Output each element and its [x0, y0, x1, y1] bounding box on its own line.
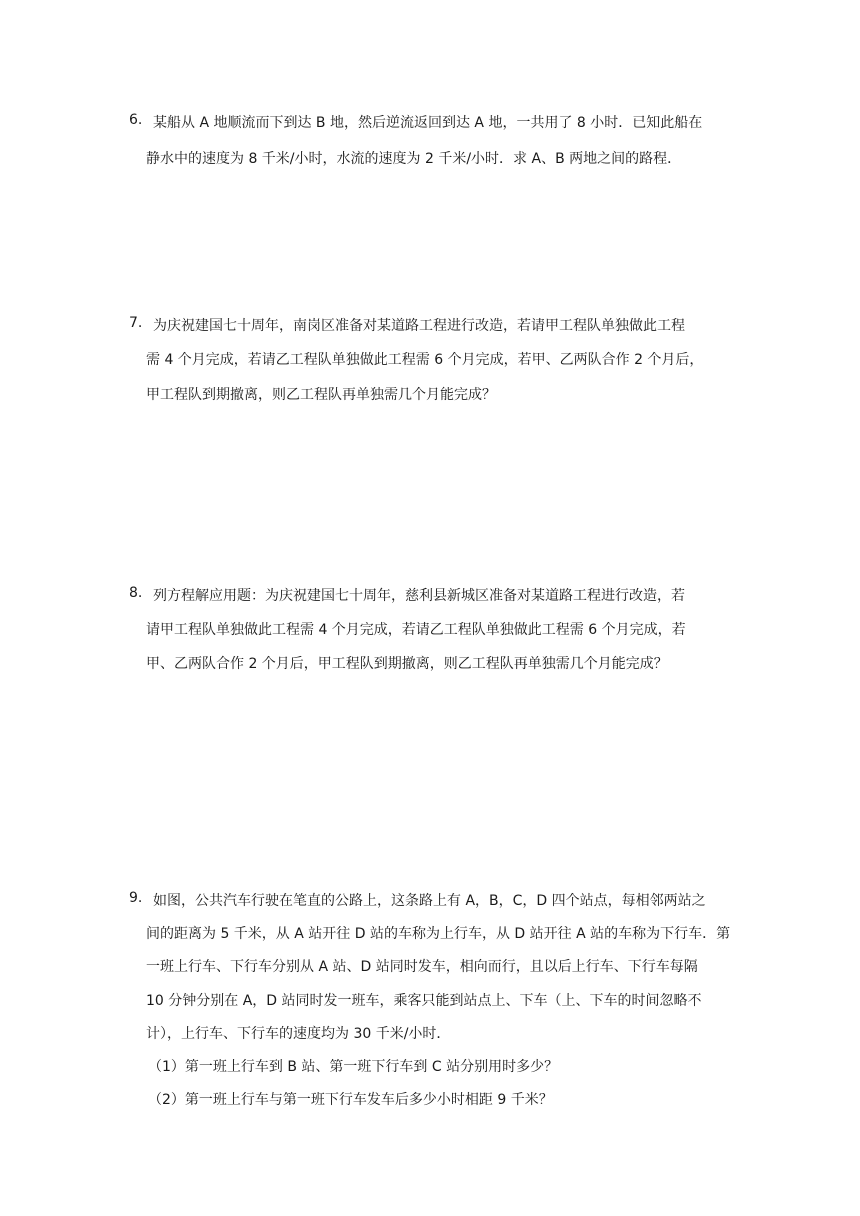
question-line: 10 分钟分别在 A，D 站同时发一班车，乘客只能到站点上、下车（上、下车的时间忽略不: [146, 993, 702, 1009]
question-number: 8.: [129, 585, 143, 601]
question-line: 为庆祝建国七十周年，南岗区准备对某道路工程进行改造，若请甲工程队单独做此工程: [153, 318, 685, 334]
question-line: 甲、乙两队合作 2 个月后，甲工程队到期撤离，则乙工程队再单独需几个月能完成？: [146, 656, 668, 672]
question-line: 甲工程队到期撤离，则乙工程队再单独需几个月能完成？: [146, 387, 496, 403]
question-line: 计），上行车、下行车的速度均为 30 千米/小时．: [146, 1026, 451, 1042]
question-line: 某船从 A 地顺流而下到达 B 地，然后逆流返回到达 A 地，一共用了 8 小时．已知此船在: [153, 115, 703, 131]
question-line: 间的距离为 5 千米，从 A 站开往 D 站的车称为上行车，从 D 站开往 A 站的车称为下行车．第: [146, 926, 731, 942]
question-line: 需 4 个月完成，若请乙工程队单独做此工程需 6 个月完成，若甲、乙两队合作 2 个月后，: [146, 352, 704, 368]
question-line: 静水中的速度为 8 千米/小时，水流的速度为 2 千米/小时．求 A、B 两地之间的路程．: [146, 151, 682, 167]
question-line: 一班上行车、下行车分别从 A 站、D 站同时发车，相向而行，且以后上行车、下行车每隔: [146, 959, 698, 975]
question-number: 9.: [129, 890, 143, 906]
question-line: 如图，公共汽车行驶在笔直的公路上，这条路上有 A，B，C，D 四个站点，每相邻两站之: [153, 893, 706, 909]
question-number: 6.: [129, 112, 143, 128]
question-number: 7.: [129, 315, 143, 331]
sub-question-1: （1）第一班上行车到 B 站、第一班下行车到 C 站分别用时多少？: [148, 1059, 559, 1075]
question-line: 请甲工程队单独做此工程需 4 个月完成，若请乙工程队单独做此工程需 6 个月完成，若: [146, 622, 686, 638]
sub-question-2: （2）第一班上行车与第一班下行车发车后多少小时相距 9 千米？: [148, 1092, 553, 1108]
question-line: 列方程解应用题：为庆祝建国七十周年，慈利县新城区准备对某道路工程进行改造，若: [153, 588, 685, 604]
